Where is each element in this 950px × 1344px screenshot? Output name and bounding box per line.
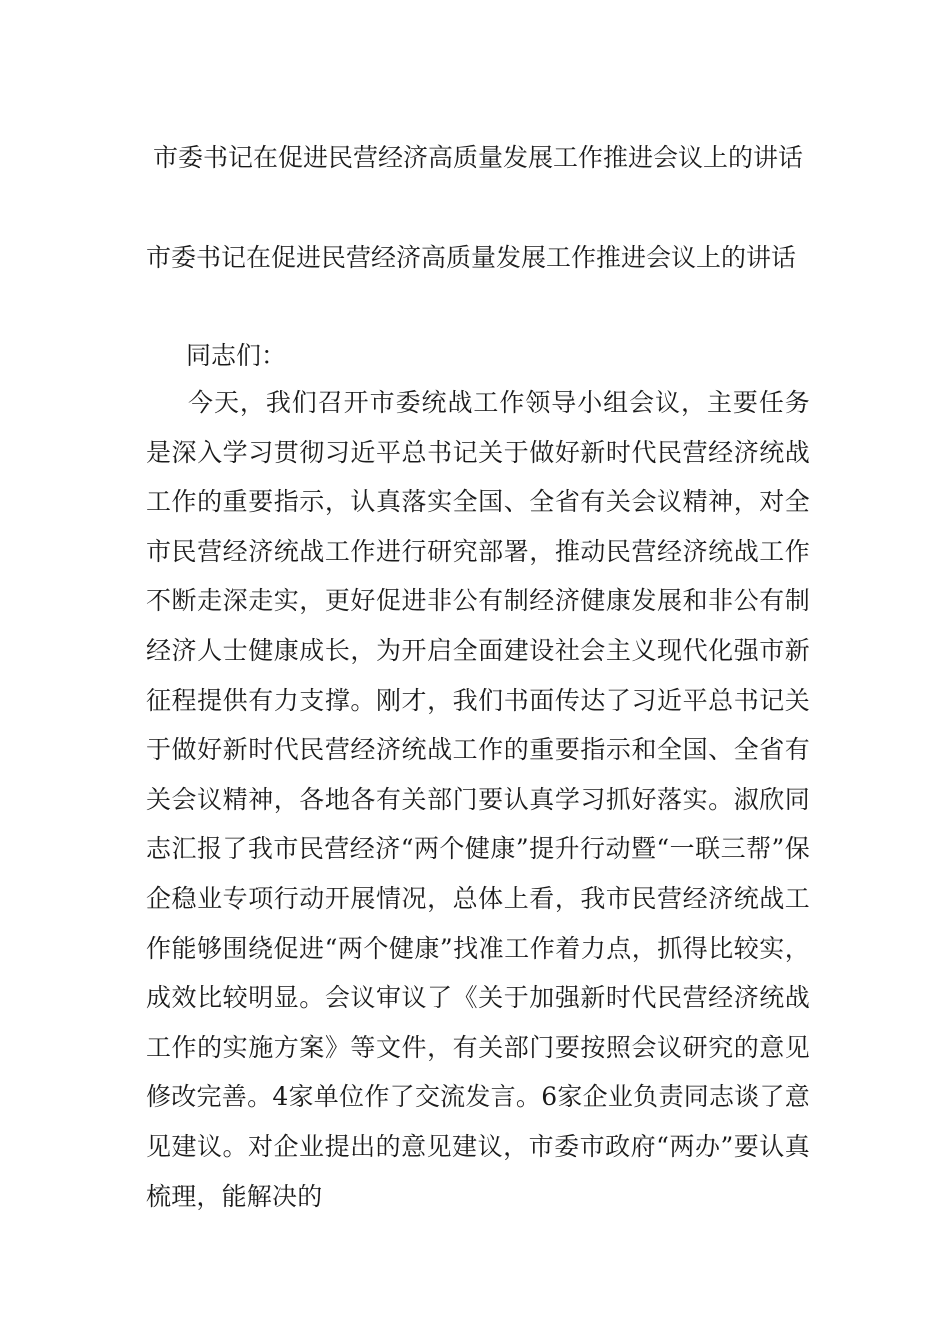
body-paragraph: 今天，我们召开市委统战工作领导小组会议，主要任务是深入学习贯彻习近平总书记关于做好新时代民营经济统战工作的重要指示，认真落实全国、全省有关会议精神，对全市民营经济统战工作进行研究部署，推动民营经济统战工作不断走深走实，更好促进非公有制经济健康发展和非公有制经济人士健康成长，为开启全面建设社会主义现代化强市新征程提供有力支撑。刚才，我们书面传达了习近平总书记关于做好新时代民营经济统战工作的重要指示和全国、全省有关会议精神，各地各有关部门要认真学习抓好落实。淑欣同志汇报了我市民营经济“两个健康”提升行动暨“一联三帮”保企稳业专项行动开展情况，总体上看，我市民营经济统战工作能够围绕促进“两个健康”找准工作着力点，抓得比较实，成效比较明显。会议审议了《关于加强新时代民营经济统战工作的实施方案》等文件，有关部门要按照会议研究的意见修改完善。4家单位作了交流发言。6家企业负责同志谈了意见建议。对企业提出的意见建议，市委市政府“两办”要认真梳理，能解决的 bbox=[146, 388, 810, 1211]
salutation: 同志们： bbox=[186, 341, 287, 370]
document-title: 市委书记在促进民营经济高质量发展工作推进会议上的讲话 bbox=[152, 143, 803, 172]
document-subtitle: 市委书记在促进民营经济高质量发展工作推进会议上的讲话 bbox=[146, 243, 797, 272]
